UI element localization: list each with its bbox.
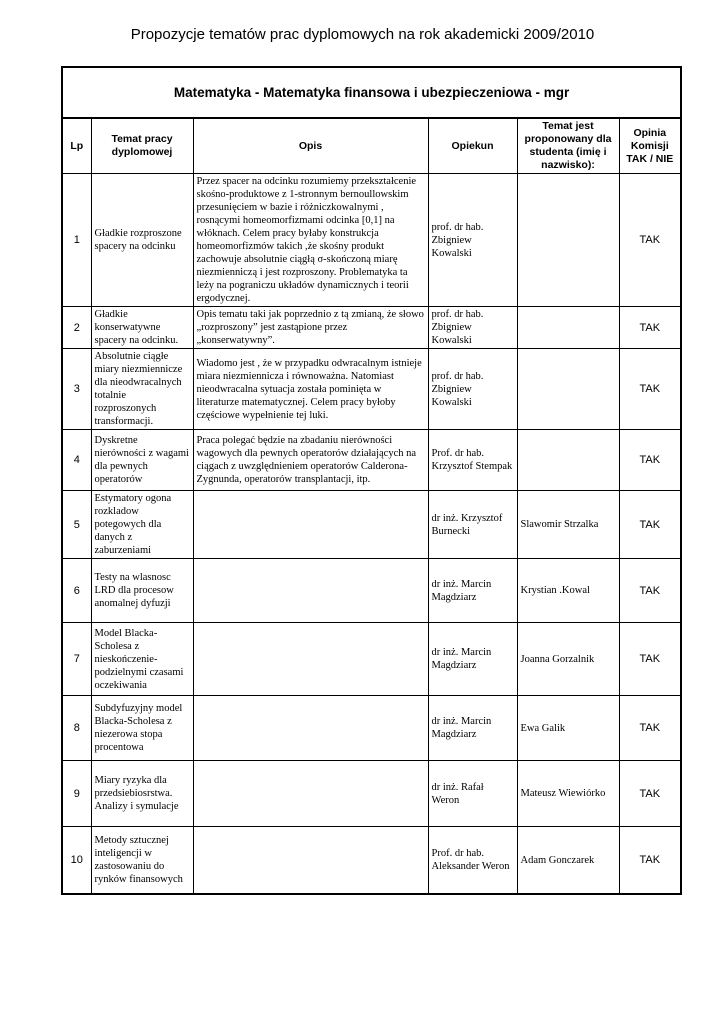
header-student: Temat jest proponowany dla studenta (imię i nazwisko):	[517, 118, 619, 174]
cell-temat: Dyskretne nierówności z wagami dla pewnych operatorów	[91, 430, 193, 491]
cell-temat: Absolutnie ciągłe miary niezmiennicze dla nieodwracalnych totalnie rozproszonych transformacji.	[91, 349, 193, 430]
cell-opis	[193, 696, 428, 761]
cell-opinia: TAK	[619, 623, 681, 696]
header-opis: Opis	[193, 118, 428, 174]
cell-student: Mateusz Wiewiórko	[517, 761, 619, 827]
cell-opis	[193, 827, 428, 895]
cell-lp: 3	[62, 349, 91, 430]
cell-lp: 5	[62, 491, 91, 559]
table-row	[62, 349, 681, 430]
table-row	[62, 174, 681, 307]
cell-temat: Subdyfuzyjny model Blacka-Scholesa z niezerowa stopa procentowa	[91, 696, 193, 761]
cell-temat: Miary ryzyka dla przedsiebiosrstwa. Analizy i symulacje	[91, 761, 193, 827]
cell-opis	[193, 491, 428, 559]
header-opiekun: Opiekun	[428, 118, 517, 174]
cell-lp: 4	[62, 430, 91, 491]
cell-opiekun: dr inż. Marcin Magdziarz	[428, 559, 517, 623]
cell-opiekun: Prof. dr hab. Krzysztof Stempak	[428, 430, 517, 491]
header-lp: Lp	[62, 118, 91, 174]
cell-opinia: TAK	[619, 491, 681, 559]
cell-student	[517, 430, 619, 491]
cell-opiekun: prof. dr hab. Zbigniew Kowalski	[428, 307, 517, 349]
cell-temat: Model Blacka-Scholesa z nieskończenie-podzielnymi czasami oczekiwania	[91, 623, 193, 696]
header-opinia: Opinia Komisji TAK / NIE	[619, 118, 681, 174]
cell-opinia: TAK	[619, 761, 681, 827]
cell-opis: Wiadomo jest , że w przypadku odwracalnym istnieje miara niezmiennicza i równoważna. Natomiast nieodwracalna sytuacja została pominięta w literaturze matematycznej. Celem pracy byłoby częściowe wypełnienie tej luki.	[193, 349, 428, 430]
table-row	[62, 559, 681, 623]
cell-student	[517, 174, 619, 307]
cell-opinia: TAK	[619, 827, 681, 895]
cell-temat: Estymatory ogona rozkladow potegowych dla danych z zaburzeniami	[91, 491, 193, 559]
cell-student	[517, 307, 619, 349]
cell-opiekun: dr inż. Krzysztof Burnecki	[428, 491, 517, 559]
cell-opis: Przez spacer na odcinku rozumiemy przekształcenie skośno-produktowe z 1-stronnym bernoullowskim przesunięciem w bazie i różniczkowalnymi , rosnącymi homeomorfizmami odcinka [0,1] na włóknach. Celem pracy byłaby konstrukcja homeomorfizmów takich ,że skośny produkt zachowuje absolutnie ciągłą σ-skończoną miarę niezmienniczą i jest rozproszony. Problematyka ta leży na pograniczu układów dynamicznych i teorii ergodycznej.	[193, 174, 428, 307]
cell-opiekun: dr inż. Rafał Weron	[428, 761, 517, 827]
cell-student	[517, 349, 619, 430]
cell-lp: 2	[62, 307, 91, 349]
cell-student: Joanna Gorzalnik	[517, 623, 619, 696]
cell-opinia: TAK	[619, 559, 681, 623]
cell-opis	[193, 623, 428, 696]
table-row	[62, 307, 681, 349]
cell-opis: Opis tematu taki jak poprzednio z tą zmianą, że słowo „rozproszony” jest zastąpione przez „konserwatywny”.	[193, 307, 428, 349]
cell-opiekun: prof. dr hab. Zbigniew Kowalski	[428, 174, 517, 307]
cell-opinia: TAK	[619, 307, 681, 349]
table-title: Matematyka - Matematyka finansowa i ubezpieczeniowa - mgr	[62, 67, 681, 118]
cell-student: Adam Gonczarek	[517, 827, 619, 895]
table-row	[62, 623, 681, 696]
table-row	[62, 827, 681, 895]
cell-opinia: TAK	[619, 174, 681, 307]
cell-opis	[193, 761, 428, 827]
table-row	[62, 696, 681, 761]
cell-lp: 6	[62, 559, 91, 623]
table-row	[62, 761, 681, 827]
cell-opinia: TAK	[619, 430, 681, 491]
page-title: Propozycje tematów prac dyplomowych na rok akademicki 2009/2010	[130, 26, 595, 43]
cell-opis	[193, 559, 428, 623]
cell-temat: Testy na wlasnosc LRD dla procesow anomalnej dyfuzji	[91, 559, 193, 623]
cell-lp: 7	[62, 623, 91, 696]
cell-opiekun: Prof. dr hab. Aleksander Weron	[428, 827, 517, 895]
cell-student: Ewa Galik	[517, 696, 619, 761]
cell-lp: 8	[62, 696, 91, 761]
cell-opinia: TAK	[619, 349, 681, 430]
cell-opiekun: dr inż. Marcin Magdziarz	[428, 623, 517, 696]
header-temat: Temat pracy dyplomowej	[91, 118, 193, 174]
table-row	[62, 491, 681, 559]
cell-student: Krystian .Kowal	[517, 559, 619, 623]
cell-temat: Metody sztucznej inteligencji w zastosowaniu do rynków finansowych	[91, 827, 193, 895]
cell-opiekun: prof. dr hab. Zbigniew Kowalski	[428, 349, 517, 430]
cell-temat: Gładkie rozproszone spacery na odcinku	[91, 174, 193, 307]
cell-opiekun: dr inż. Marcin Magdziarz	[428, 696, 517, 761]
cell-opinia: TAK	[619, 696, 681, 761]
cell-lp: 1	[62, 174, 91, 307]
topics-table	[61, 66, 682, 895]
cell-lp: 9	[62, 761, 91, 827]
table-row	[62, 430, 681, 491]
cell-opis: Praca polegać będzie na zbadaniu nierówności wagowych dla pewnych operatorów działających na ciągach z uwzględnieniem operatorów Calderona-Zygnunda, operatorów transplantacji, itp.	[193, 430, 428, 491]
cell-lp: 10	[62, 827, 91, 895]
cell-student: Slawomir Strzalka	[517, 491, 619, 559]
cell-temat: Gładkie konserwatywne spacery na odcinku.	[91, 307, 193, 349]
